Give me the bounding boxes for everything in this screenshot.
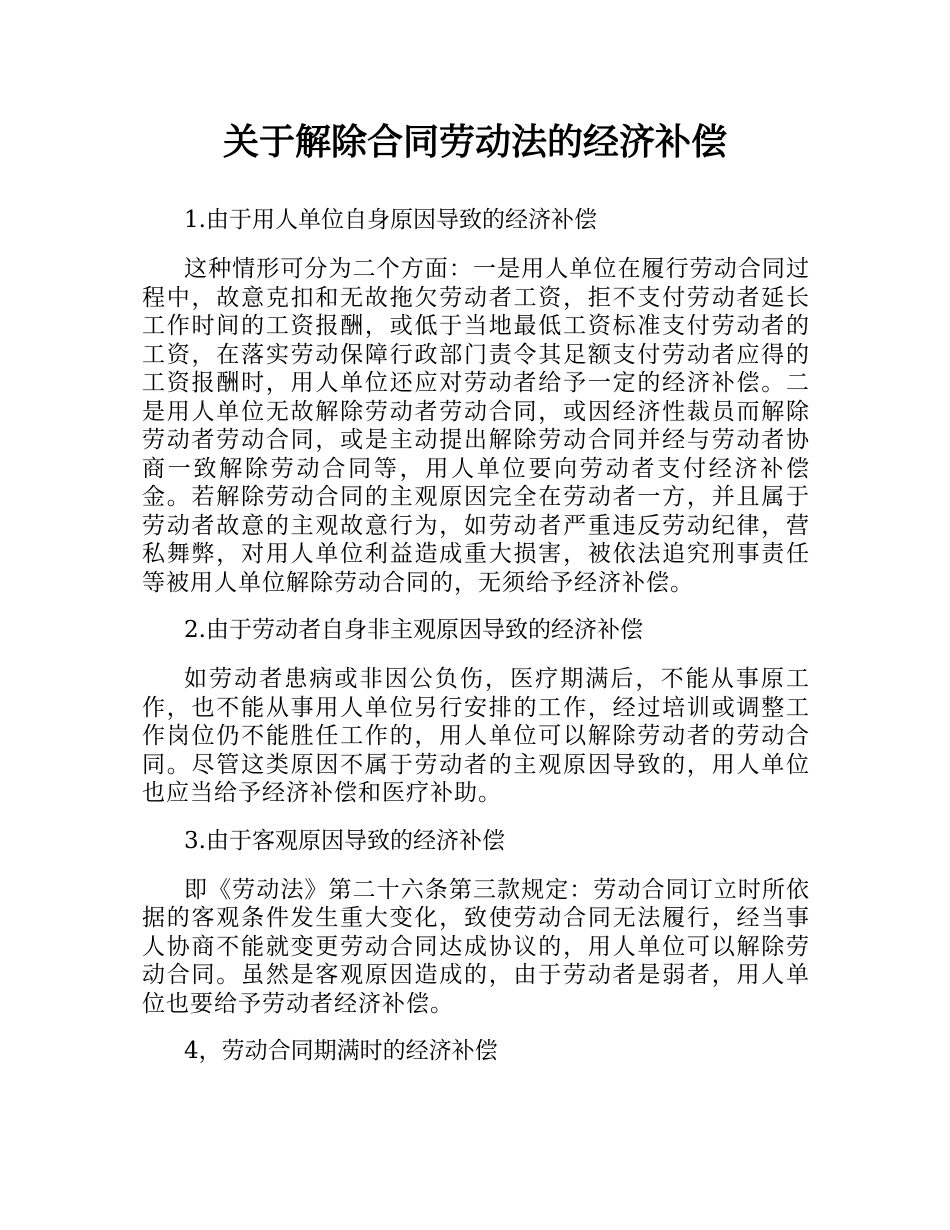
section-heading-3: 3.由于客观原因导致的经济补偿 [184,827,505,854]
section-paragraph-1: 这种情形可分为二个方面：一是用人单位在履行劳动合同过程中，故意克扣和无故拖欠劳动者工资，拒不支付劳动者延长工作时间的工资报酬，或低于当地最低工资标准支付劳动者的工资，在落实劳动保障行政部门责令其足额支付劳动者应得的工资报酬时，用人单位还应对劳动者给予一定的经济补偿。二是用人单位无故解除劳动者劳动合同，或因经济性裁员而解除劳动者劳动合同，或是主动提出解除劳动合同并经与劳动者协商一致解除劳动合同等，用人单位要向劳动者支付经济补偿金。若解除劳动合同的主观原因完全在劳动者一方，并且属于劳动者故意的主观故意行为，如劳动者严重违反劳动纪律，营私舞弊，对用人单位利益造成重大损害，被依法追究刑事责任等被用人单位解除劳动合同的，无须给予经济补偿。 [142,256,810,596]
document-title: 关于解除合同劳动法的经济补偿 [222,122,727,163]
section-heading-2: 2.由于劳动者自身非主观原因导致的经济补偿 [184,617,643,643]
document-body [142,199,810,1086]
section-paragraph-2: 如劳动者患病或非因公负伤，医疗期满后，不能从事原工作，也不能从事用人单位另行安排的工作，经过培训或调整工作岗位仍不能胜任工作的，用人单位可以解除劳动者的劳动合同。尽管这类原因不属于劳动者的主观原因导致的，用人单位也应当给予经济补偿和医疗补助。 [142,666,810,806]
section-paragraph-3: 即《劳动法》第二十六条第三款规定：劳动合同订立时所依据的客观条件发生重大变化，致使劳动合同无法履行，经当事人协商不能就变更劳动合同达成协议的，用人单位可以解除劳动合同。虽然是客观原因造成的，由于劳动者是弱者，用人单位也要给予劳动者经济补偿。 [142,876,810,1017]
section-heading-4: 4，劳动合同期满时的经济补偿 [184,1038,498,1064]
section-heading-1: 1.由于用人单位自身原因导致的经济补偿 [184,207,597,233]
